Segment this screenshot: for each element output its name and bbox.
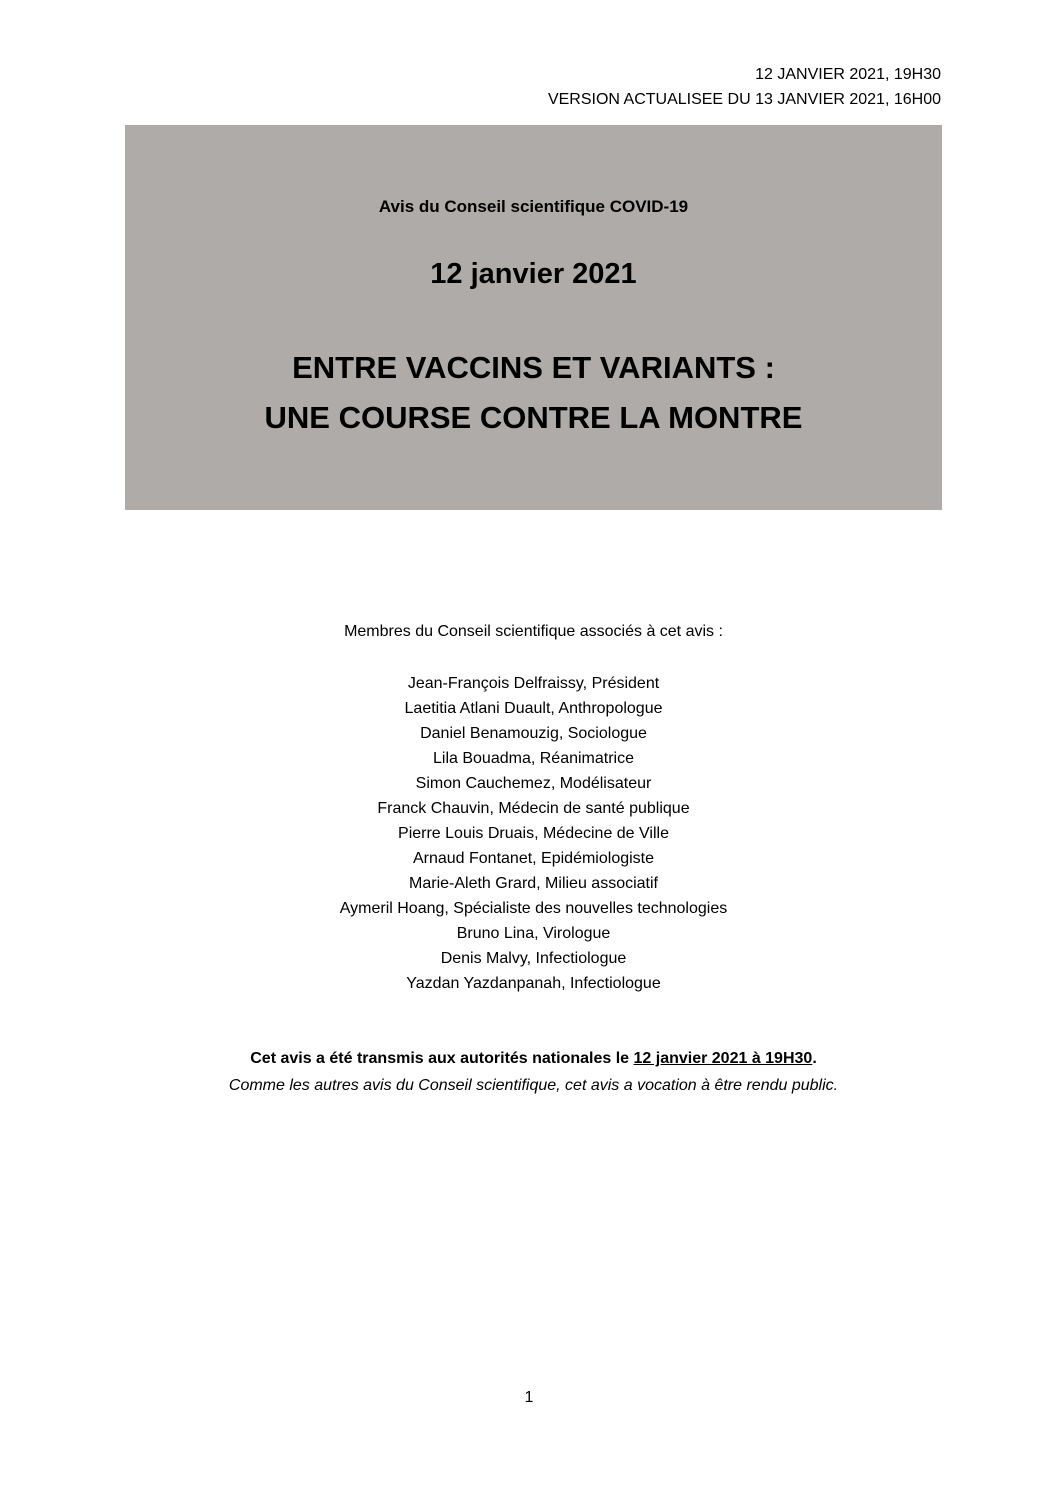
member-item: Laetitia Atlani Duault, Anthropologue <box>404 700 663 717</box>
members-list <box>125 671 942 996</box>
transmission-note <box>125 1048 942 1070</box>
member-item: Denis Malvy, Infectiologue <box>440 950 627 967</box>
member-item: Aymeril Hoang, Spécialiste des nouvelles technologies <box>339 900 728 917</box>
member-item: Simon Cauchemez, Modélisateur <box>415 775 652 792</box>
member-item: Lila Bouadma, Réanimatrice <box>433 750 634 767</box>
public-note: Comme les autres avis du Conseil scientifique, cet avis a vocation à être rendu public. <box>228 1077 839 1094</box>
header-version-line: VERSION ACTUALISEE DU 13 JANVIER 2021, 16H00 <box>547 91 941 108</box>
members-heading: Membres du Conseil scientifique associés à cet avis : <box>344 623 723 640</box>
document-title-line-2: UNE COURSE CONTRE LA MONTRE <box>264 400 803 435</box>
member-item: Yazdan Yazdanpanah, Infectiologue <box>406 975 661 992</box>
document-date: 12 janvier 2021 <box>430 258 637 290</box>
transmission-period: . <box>812 1050 817 1067</box>
title-box <box>125 125 942 510</box>
document-subtitle: Avis du Conseil scientifique COVID-19 <box>378 197 689 216</box>
member-item: Pierre Louis Druais, Médecine de Ville <box>398 825 669 842</box>
transmission-date: 12 janvier 2021 à 19H30 <box>633 1050 813 1067</box>
member-item: Daniel Benamouzig, Sociologue <box>420 725 647 742</box>
member-item: Arnaud Fontanet, Epidémiologiste <box>412 850 655 867</box>
member-item: Bruno Lina, Virologue <box>456 925 611 942</box>
document-title-line-1: ENTRE VACCINS ET VARIANTS : <box>292 350 775 385</box>
member-item: Marie-Aleth Grard, Milieu associatif <box>409 875 658 892</box>
page-number: 1 <box>524 1389 534 1406</box>
member-item: Franck Chauvin, Médecin de santé publique <box>377 800 690 817</box>
member-item: Jean-François Delfraissy, Président <box>407 675 660 692</box>
header-dateline: 12 JANVIER 2021, 19H30 <box>755 66 941 83</box>
transmission-text: Cet avis a été transmis aux autorités nationales le <box>250 1050 634 1067</box>
